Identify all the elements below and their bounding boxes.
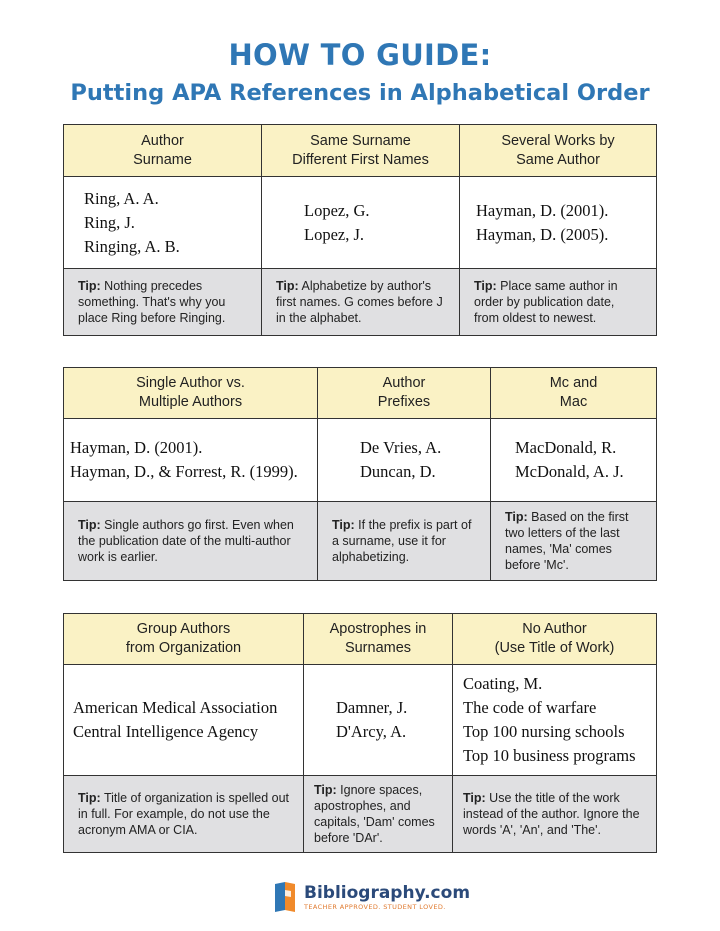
example-entries xyxy=(64,665,304,776)
reference-entry: The code of warfare xyxy=(463,698,597,717)
tip-box: Tip: Based on the first two letters of the last names, 'Ma' comes before 'Mc'. xyxy=(491,502,656,580)
rules-table-1 xyxy=(63,124,657,336)
reference-entry: Duncan, D. xyxy=(360,462,436,481)
example-entries xyxy=(64,419,318,502)
reference-entry: Top 100 nursing schools xyxy=(463,722,625,741)
book-icon xyxy=(272,881,298,913)
reference-entry: Lopez, J. xyxy=(304,224,365,244)
column-header-several-works: Several Works by Same Author xyxy=(460,125,656,177)
column-header-apostrophes: Apostrophes in Surnames xyxy=(304,614,453,665)
column-header-group-authors: Group Authors from Organization xyxy=(64,614,304,665)
column-header-author-surname: Author Surname xyxy=(64,125,262,177)
reference-entry: Hayman, D. (2001). xyxy=(476,200,609,220)
tip-box: Tip: Place same author in order by publication date, from oldest to newest. xyxy=(460,269,656,335)
reference-entry: Ring, A. A. xyxy=(84,188,159,208)
example-entries xyxy=(453,665,656,776)
bibliography-logo[interactable] xyxy=(272,881,470,913)
reference-entry: Hayman, D. (2005). xyxy=(476,224,609,244)
reference-entry: McDonald, A. J. xyxy=(515,462,624,481)
example-entries xyxy=(304,665,453,776)
reference-entry: Coating, M. xyxy=(463,674,543,693)
column-header-mc-and-mac: Mc and Mac xyxy=(491,368,656,419)
reference-entry: De Vries, A. xyxy=(360,438,442,457)
brand-name: Bibliography.com xyxy=(304,883,471,903)
reference-entry: Top 10 business programs xyxy=(463,746,636,765)
example-entries xyxy=(262,177,460,269)
reference-entry: MacDonald, R. xyxy=(515,438,617,457)
reference-entry: Ringing, A. B. xyxy=(84,236,180,256)
example-entries xyxy=(460,177,656,269)
guide-subtitle: Putting APA References in Alphabetical Order xyxy=(70,80,650,106)
reference-entry: Lopez, G. xyxy=(304,200,370,220)
reference-entry: American Medical Association xyxy=(73,698,278,717)
example-entries xyxy=(491,419,656,502)
tip-box: Tip: Single authors go first. Even when the publication date of the multi-author work is earlier. xyxy=(64,502,318,580)
column-header-no-author: No Author (Use Title of Work) xyxy=(453,614,656,665)
example-entries xyxy=(318,419,491,502)
reference-entry: Damner, J. xyxy=(336,698,408,717)
column-header-author-prefixes: Author Prefixes xyxy=(318,368,491,419)
example-entries xyxy=(64,177,262,269)
tip-box: Tip: If the prefix is part of a surname, use it for alphabetizing. xyxy=(318,502,491,580)
tip-box: Tip: Ignore spaces, apostrophes, and capitals, 'Dam' comes before 'DAr'. xyxy=(304,776,453,852)
rules-table-2 xyxy=(63,367,657,581)
column-header-same-surname: Same Surname Different First Names xyxy=(262,125,460,177)
reference-entry: Ring, J. xyxy=(84,212,135,232)
reference-entry: Hayman, D. (2001). xyxy=(70,438,203,457)
rules-table-3 xyxy=(63,613,657,853)
guide-title: HOW TO GUIDE: xyxy=(228,38,492,72)
brand-tagline: TEACHER APPROVED. STUDENT LOVED. xyxy=(304,903,446,911)
column-header-single-vs-multiple: Single Author vs. Multiple Authors xyxy=(64,368,318,419)
tip-box: Tip: Alphabetize by author's first names. G comes before J in the alphabet. xyxy=(262,269,460,335)
reference-entry: Hayman, D., & Forrest, R. (1999). xyxy=(70,462,298,481)
reference-entry: Central Intelligence Agency xyxy=(73,722,259,741)
reference-entry: D'Arcy, A. xyxy=(336,722,407,741)
tip-box: Tip: Title of organization is spelled out in full. For example, do not use the acronym AMA or CIA. xyxy=(64,776,304,852)
tip-box: Tip: Use the title of the work instead of the author. Ignore the words 'A', 'An', and 'The'. xyxy=(453,776,656,852)
tip-box: Tip: Nothing precedes something. That's why you place Ring before Ringing. xyxy=(64,269,262,335)
